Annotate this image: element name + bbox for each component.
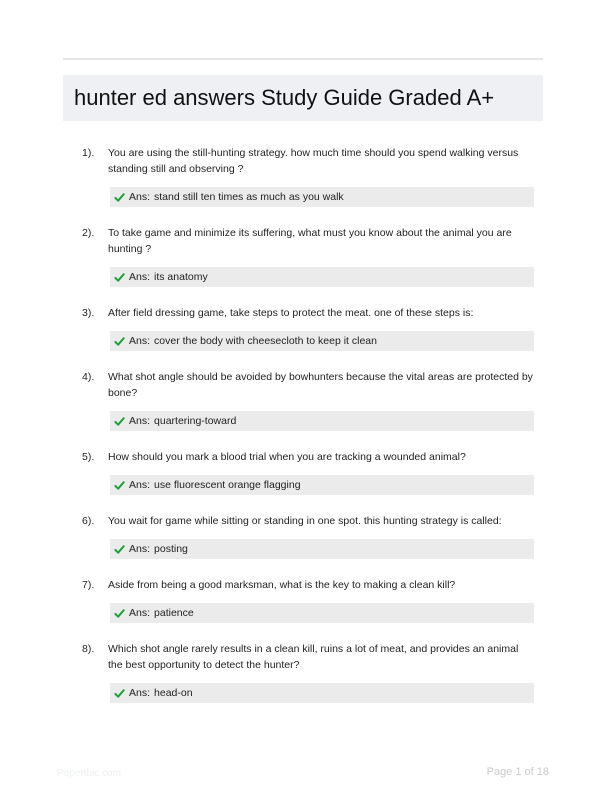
checkmark-icon	[114, 544, 125, 555]
checkmark-icon	[114, 688, 125, 699]
footer-watermark: Papertbic.com	[57, 768, 121, 779]
answer-text: posting	[154, 543, 188, 555]
question-text: Aside from being a good marksman, what is the key to making a clean kill?	[108, 579, 456, 591]
answer-text: its anatomy	[154, 271, 208, 283]
checkmark-icon	[114, 272, 125, 283]
checkmark-icon	[114, 608, 125, 619]
answer-box	[110, 603, 534, 623]
checkmark-icon	[114, 192, 125, 203]
question-number: 5).	[82, 451, 95, 463]
answer-box	[110, 475, 534, 495]
question-number: 6).	[82, 515, 95, 527]
question-item-8	[82, 641, 542, 703]
question-item-3	[82, 305, 542, 351]
checkmark-icon	[114, 416, 125, 427]
checkmark-icon	[114, 336, 125, 347]
checkmark-icon	[114, 480, 125, 491]
answer-text: quartering-toward	[154, 415, 237, 427]
question-text: You wait for game while sitting or standing in one spot. this hunting strategy is called:	[108, 515, 502, 527]
answer-box	[110, 267, 534, 287]
question-text: You are using the still-hunting strategy. how much time should you spend walking versus standing still and observing ?	[108, 147, 519, 175]
answer-prefix: Ans:	[129, 479, 151, 491]
question-text: To take game and minimize its suffering, what must you know about the animal you are hunting ?	[108, 227, 512, 255]
question-number: 3).	[82, 307, 95, 319]
question-number: 4).	[82, 371, 95, 383]
title-banner	[63, 75, 543, 121]
question-item-2	[82, 225, 542, 287]
answer-box	[110, 539, 534, 559]
answer-prefix: Ans:	[129, 335, 151, 347]
answer-text: patience	[154, 607, 194, 619]
answer-box	[110, 683, 534, 703]
answer-text: head-on	[154, 687, 193, 699]
answer-text: use fluorescent orange flagging	[154, 479, 301, 491]
answer-prefix: Ans:	[129, 415, 151, 427]
answer-text: stand still ten times as much as you walk	[154, 191, 344, 203]
answer-prefix: Ans:	[129, 191, 151, 203]
top-divider	[63, 58, 543, 60]
question-number: 2).	[82, 227, 95, 239]
answer-box	[110, 331, 534, 351]
question-item-1	[82, 145, 542, 207]
page-indicator: Page 1 of 18	[486, 766, 549, 778]
answer-prefix: Ans:	[129, 687, 151, 699]
question-item-4	[82, 369, 542, 431]
question-text: Which shot angle rarely results in a clean kill, ruins a lot of meat, and provides an animal the best opportunity to detect the hunter?	[108, 643, 519, 671]
question-number: 7).	[82, 579, 95, 591]
answer-text: cover the body with cheesecloth to keep it clean	[154, 335, 377, 347]
answer-prefix: Ans:	[129, 543, 151, 555]
answer-prefix: Ans:	[129, 271, 151, 283]
question-text: How should you mark a blood trial when you are tracking a wounded animal?	[108, 451, 466, 463]
question-list	[82, 145, 542, 721]
question-text: After field dressing game, take steps to protect the meat. one of these steps is:	[108, 307, 474, 319]
page-title: hunter ed answers Study Guide Graded A+	[74, 85, 495, 110]
question-number: 1).	[82, 147, 95, 159]
question-item-6	[82, 513, 542, 559]
question-item-7	[82, 577, 542, 623]
answer-prefix: Ans:	[129, 607, 151, 619]
question-number: 8).	[82, 643, 95, 655]
answer-box	[110, 411, 534, 431]
question-text: What shot angle should be avoided by bowhunters because the vital areas are protected by bone?	[108, 371, 533, 399]
answer-box	[110, 187, 534, 207]
question-item-5	[82, 449, 542, 495]
